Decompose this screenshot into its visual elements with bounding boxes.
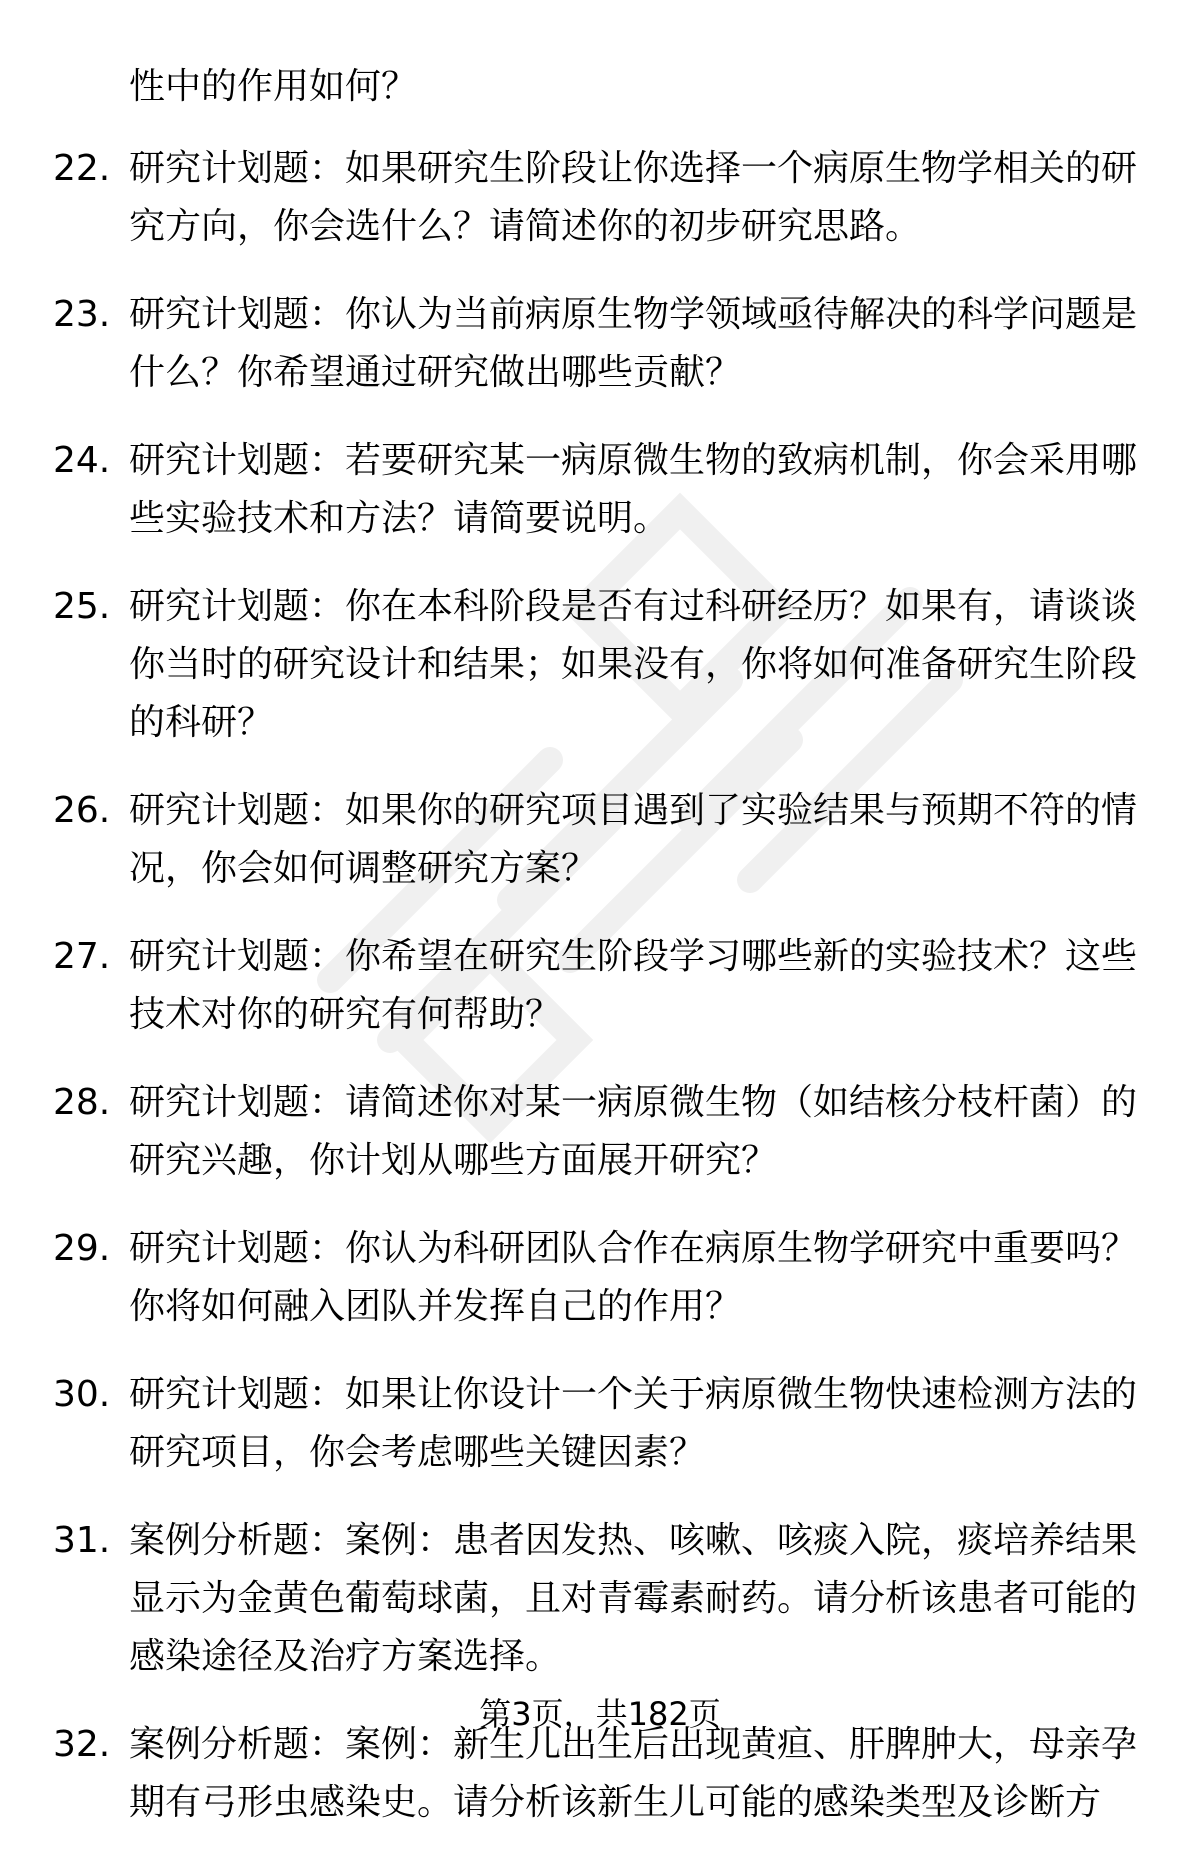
question-text: 研究计划题：如果研究生阶段让你选择一个病原生物学相关的研 究方向，你会选什么？请简述你的初步研究思路。 — [129, 148, 1138, 247]
continuation-text: 性中的作用如何？ — [129, 66, 418, 107]
question-item-23 — [0, 286, 1200, 402]
question-item-25 — [0, 578, 1200, 752]
question-text: 研究计划题：若要研究某一病原微生物的致病机制，你会采用哪 些实验技术和方法？请简要说明。 — [129, 440, 1138, 539]
question-number: 31. — [53, 1520, 111, 1561]
question-item-28 — [0, 1074, 1200, 1190]
question-number: 24. — [53, 440, 111, 481]
question-number: 22. — [53, 148, 111, 189]
question-item-31 — [0, 1512, 1200, 1686]
question-number: 28. — [53, 1082, 111, 1123]
question-text: 研究计划题：你在本科阶段是否有过科研经历？如果有，请谈谈 你当时的研究设计和结果；如果没有，你将如何准备研究生阶段 的科研？ — [129, 586, 1138, 743]
question-text: 案例分析题：案例：新生儿出生后出现黄疸、肝脾肿大，母亲孕 期有弓形虫感染史。请分析该新生儿可能的感染类型及诊断方 — [129, 1724, 1138, 1823]
question-text: 研究计划题：如果让你设计一个关于病原微生物快速检测方法的 研究项目，你会考虑哪些关键因素？ — [129, 1374, 1138, 1473]
question-number: 23. — [53, 294, 111, 335]
question-text: 研究计划题：请简述你对某一病原微生物（如结核分枝杆菌）的 研究兴趣，你计划从哪些方面展开研究？ — [129, 1082, 1138, 1181]
question-item-26 — [0, 782, 1200, 898]
question-item-29 — [0, 1220, 1200, 1336]
question-text: 研究计划题：如果你的研究项目遇到了实验结果与预期不符的情 况，你会如何调整研究方案？ — [129, 790, 1138, 889]
question-number: 29. — [53, 1228, 111, 1269]
page-footer: 第3页，共182页 — [479, 1695, 721, 1733]
question-item-30 — [0, 1366, 1200, 1482]
question-number: 26. — [53, 790, 111, 831]
question-text: 研究计划题：你认为当前病原生物学领域亟待解决的科学问题是 什么？你希望通过研究做出哪些贡献？ — [129, 294, 1138, 393]
question-number: 27. — [53, 936, 111, 977]
question-text: 案例分析题：案例：患者因发热、咳嗽、咳痰入院，痰培养结果 显示为金黄色葡萄球菌，且对青霉素耐药。请分析该患者可能的 感染途径及治疗方案选择。 — [129, 1520, 1138, 1677]
question-list — [0, 140, 1200, 1862]
question-number: 30. — [53, 1374, 111, 1415]
question-text: 研究计划题：你认为科研团队合作在病原生物学研究中重要吗？ 你将如何融入团队并发挥自己的作用？ — [129, 1228, 1138, 1327]
question-text: 研究计划题：你希望在研究生阶段学习哪些新的实验技术？这些 技术对你的研究有何帮助？ — [129, 936, 1138, 1035]
question-item-27 — [0, 928, 1200, 1044]
question-number: 25. — [53, 586, 111, 627]
question-item-24 — [0, 432, 1200, 548]
question-item-22 — [0, 140, 1200, 256]
question-number: 32. — [53, 1724, 111, 1765]
